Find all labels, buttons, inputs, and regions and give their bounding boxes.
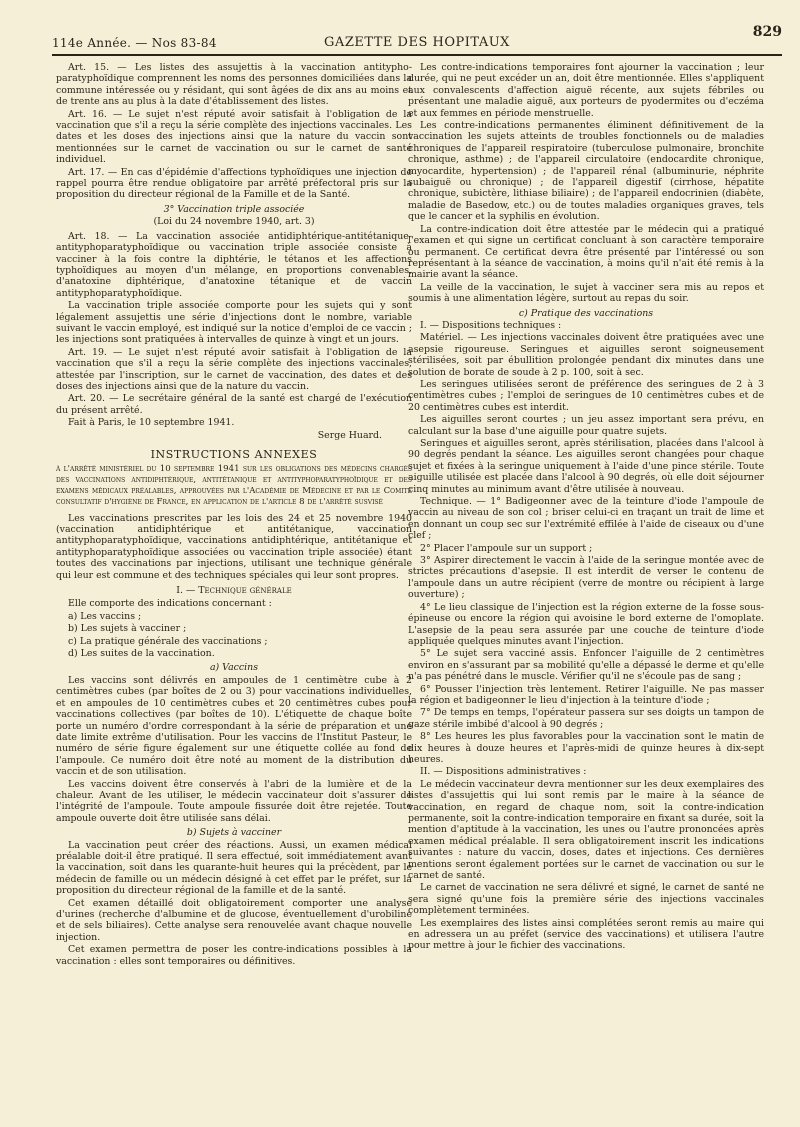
left-column: [56, 62, 412, 1112]
section-heading: I. — Technique générale: [176, 585, 292, 597]
subsection-heading: 3° Vaccination triple associée: [163, 203, 305, 215]
paragraph: 5° Le sujet sera vacciné assis. Enfoncer l'aiguille de 2 centimètres environ en s'assurant par sa mobilité qu'elle a dépassé le derme et qu'elle n'a pas pénétré dans le muscle. Vérifier qu'il ne s'écoule pas de sang ;: [408, 648, 764, 683]
edition-number: 114e Année. — Nos 83-84: [52, 36, 217, 50]
paragraph: Technique. — 1° Badigeonner avec de la teinture d'iode l'ampoule de vaccin au niveau de son col ; briser celui-ci en traçant un trait de lime et en donnant un coup sec sur l'extrémité effilée à l'aide de ciseaux ou d'une clef ;: [408, 496, 764, 542]
paragraph: Les vaccins sont délivrés en ampoules de 1 centimètre cube à 2 centimètres cubes (par boîtes de 2 ou 3) pour vaccinations individuelles, et en ampoules de 10 centimètres cubes et 20 centimètres cubes pour vaccinations collectives (par boîtes de 10). L'étiquette de chaque boîte porte un numéro d'ordre correspondant à la série de préparation et une date limite extrême d'utilisation. Pour les vaccins de l'Institut Pasteur, le numéro de série figure également sur une étiquette collée au fond de l'ampoule. Ce numéro doit être noté au moment de la distribution du vaccin et de son utilisation.: [56, 674, 412, 778]
journal-title: GAZETTE DES HOPITAUX: [324, 35, 510, 50]
paragraph: Les seringues utilisées seront de préférence des seringues de 2 à 3 centimètres cubes ; l'emploi de seringues de 10 centimètres cubes et de 20 centimètres cubes est interdit.: [408, 378, 764, 413]
page-number: 829: [752, 24, 782, 40]
subsection-heading: a) Vaccins: [209, 662, 259, 674]
paragraph: Les contre-indications temporaires font ajourner la vaccination ; leur durée, qui ne peut excéder un an, doit être mentionnée. Elles s'appliquent aux convalescents d'affection aiguë récente, aux sujets fébriles ou présentant une maladie aiguë, aux porteurs de pyodermites ou d'eczéma et aux femmes en période menstruelle.: [408, 62, 764, 119]
paragraph: 6° Pousser l'injection très lentement. Retirer l'aiguille. Ne pas masser la région et badigeonner le lieu d'injection à la teinture d'iode ;: [408, 683, 764, 706]
paragraph: Les exemplaires des listes ainsi complétées seront remis au maire qui en adressera un au préfet (service des vaccinations) et utilisera l'autre pour mettre à jour le fichier des vaccinations.: [408, 917, 764, 952]
paragraph: La veille de la vaccination, le sujet à vacciner sera mis au repos et soumis à une alimentation légère, surtout au repas du soir.: [408, 281, 764, 305]
paragraph: Art. 20. — Le secrétaire général de la santé est chargé de l'exécution du présent arrêté.: [56, 393, 412, 416]
subsection-heading: c) Pratique des vaccinations: [518, 307, 654, 319]
paragraph: Seringues et aiguilles seront, après stérilisation, placées dans l'alcool à 90 degrés pendant la séance. Les aiguilles seront changées pour chaque sujet et fixées à la seringue uniquement à l'aide d'une pince stérile. Toute aiguille utilisée est placée dans l'alcool à 90 degrés, où elle doit séjourner cinq minutes au minimum avant d'être utilisée à nouveau.: [408, 438, 764, 495]
list-item: d) Les suites de la vaccination.: [68, 648, 215, 660]
paragraph: Les vaccins doivent être conservés à l'abri de la lumière et de la chaleur. Avant de les utiliser, le médecin vaccinateur doit s'assurer de l'intégrité de l'ampoule. Toute ampoule fissurée doit être rejetée. Toute ampoule ouverte doit être utilisée sans délai.: [56, 778, 412, 824]
paragraph: 7° De temps en temps, l'opérateur passera sur ses doigts un tampon de gaze stérile imbibé d'alcool à 90 degrés ;: [408, 707, 764, 730]
paragraph: 4° Le lieu classique de l'injection est la région externe de la fosse sous-épineuse ou encore la région qui avoisine le bord externe de l'omoplate. L'asepsie de la peau sera assurée par une couche de teinture d'iode appliquée quelques minutes avant l'injection.: [408, 601, 764, 647]
paragraph: 3° Aspirer directement le vaccin à l'aide de la seringue montée avec de strictes précautions d'asepsie. Il est interdit de verser le contenu de l'ampoule dans un autre récipient (verre de montre ou récipient à large ouverture) ;: [408, 555, 764, 601]
paragraph: Art. 16. — Le sujet n'est réputé avoir satisfait à l'obligation de la vaccination que s'il a reçu la série complète des injections vaccinales. Les dates et les doses des injections ainsi que la nature du vaccin sont mentionnées sur le carnet de vaccination ou sur le carnet de santé individuel.: [56, 108, 412, 166]
paragraph: Matériel. — Les injections vaccinales doivent être pratiquées avec une asepsie rigoureuse. Seringues et aiguilles seront soigneusement stérilisées, soit par ébullition prolongée pendant dix minutes dans une solution de borate de soude à 2 p. 100, soit à sec.: [408, 332, 764, 378]
list-item: a) Les vaccins ;: [68, 610, 142, 622]
paragraph: Les vaccinations prescrites par les lois des 24 et 25 novembre 1940 (vaccination antidiphtérique et antitétanique, vaccination antityphoparatyphoïdique, vaccinations antidiphtérique, antitétanique et antityphoparatyphoïdique associées ou vaccination triple associée) étant toutes des vaccinations par injections, utilisant une technique générale qui leur est commune et des techniques spéciales qui leur sont propres.: [56, 512, 412, 581]
section-title: INSTRUCTIONS ANNEXES: [150, 448, 318, 461]
paragraph: Les aiguilles seront courtes ; un jeu assez important sera prévu, en calculant sur la base d'une aiguille pour quatre sujets.: [408, 414, 764, 437]
paragraph: La contre-indication doit être attestée par le médecin qui a pratiqué l'examen et qui signe un certificat concluant à son caractère temporaire ou permanent. Ce certificat devra être présenté par l'intéressé ou son représentant à la séance de vaccination, à moins qu'il n'ait été remis à la mairie avant la séance.: [408, 223, 764, 281]
paragraph: Cet examen détaillé doit obligatoirement comporter une analyse d'urines (recherche d'albumine et de glucose, éventuellement d'urobiline et de sels biliaires). Cette analyse sera renouvelée avant chaque nouvelle injection.: [56, 897, 412, 943]
list-item: b) Les sujets à vacciner ;: [68, 623, 187, 635]
running-header: [52, 20, 782, 56]
subsection-heading: b) Sujets à vacciner: [186, 827, 282, 839]
paragraph: Fait à Paris, le 10 septembre 1941.: [68, 417, 235, 429]
paragraph: La vaccination peut créer des réactions. Aussi, un examen médical préalable doit-il être pratiqué. Il sera effectué, soit immédiatement avant la vaccination, soit dans les quarante-huit heures qui la précèdent, par le médecin de famille ou un médecin désigné à cet effet par le préfet, sur la proposition du directeur régional de la famille et de la santé.: [56, 839, 412, 897]
list-item: c) La pratique générale des vaccinations ;: [68, 635, 268, 647]
section-caption: à l'arrêté ministériel du 10 septembre 1941 sur les obligations des médecins chargés des vaccinations antidiphtérique, antitétanique et antityphoparatyphoïdique et des examens médicaux préalables, approuvées par l'Académie de Médecine et par le Comité consultatif d'hygiène de France, en application de l'article 8 de l'arrêté susvisé: [56, 464, 412, 507]
signature: Serge Huard.: [317, 429, 382, 441]
paragraph: Cet examen permettra de poser les contre-indications possibles à la vaccination : elles sont temporaires ou définitives.: [56, 944, 412, 967]
paragraph: I. — Dispositions techniques :: [420, 319, 562, 331]
paragraph: Le carnet de vaccination ne sera délivré et signé, le carnet de santé ne sera signé qu'une fois la première série des injections vaccinales complètement terminées.: [408, 882, 764, 917]
paragraph: Les contre-indications permanentes éliminent définitivement de la vaccination les sujets atteints de troubles fonctionnels ou de maladies chroniques de l'appareil respiratoire (tuberculose pulmonaire, bronchite chronique, asthme) ; de l'appareil circulatoire (endocardite chronique, myocardite, hypertension) ; de l'appareil rénal (albuminurie, néphrite subaiguë ou chronique) ; de l'appareil digestif (cirrhose, hépatite chronique, subictère, lithiase biliaire) ; de l'appareil endocrinien (diabète, maladie de Basedow, etc.) ou de toutes maladies organiques graves, tels que le cancer et la syphilis en évolution.: [408, 120, 764, 223]
paragraph: Le médecin vaccinateur devra mentionner sur les deux exemplaires des listes d'assujettis qui lui sont remis par le maire à la séance de vaccination, en regard de chaque nom, soit la contre-indication permanente, soit la contre-indication temporaire en fixant sa durée, soit la mention d'aptitude à la vaccination, les unes ou l'autre prononcées après examen médical préalable. Il sera obligatoirement inscrit les indications suivantes : nature du vaccin, doses, dates et injections. Ces dernières mentions seront également portées sur le carnet de vaccination ou sur le carnet de santé.: [408, 778, 764, 882]
paragraph: 8° Les heures les plus favorables pour la vaccination sont le matin de dix heures à douze heures et l'après-midi de quinze heures à dix-sept heures.: [408, 731, 764, 765]
paragraph: 2° Placer l'ampoule sur un support ;: [420, 542, 593, 554]
subsection-subtitle: (Loi du 24 novembre 1940, art. 3): [153, 216, 315, 228]
paragraph: La vaccination triple associée comporte pour les sujets qui y sont légalement assujettis une série d'injections dont le nombre, variable suivant le vaccin employé, est indiqué sur la notice d'emploi de ce vaccin ; les injections sont pratiquées à intervalles de quinze à vingt et un jours.: [56, 300, 412, 346]
paragraph: Art. 17. — En cas d'épidémie d'affections typhoïdiques une injection de rappel pourra être rendue obligatoire par arrêté préfectoral pris sur la proposition du directeur régional de la Famille et de la Santé.: [56, 166, 412, 201]
paragraph: Elle comporte des indications concernant :: [68, 598, 272, 610]
paragraph: Art. 15. — Les listes des assujettis à la vaccination antitypho-paratyphoïdique comprennent les noms des personnes domiciliées dans la commune intéressée ou y résidant, qui sont âgées de dix ans au moins et de trente ans au plus à la date d'établissement des listes.: [56, 62, 412, 108]
right-column: [408, 62, 764, 1112]
paragraph: Art. 18. — La vaccination associée antidiphtérique-antitétanique-antityphoparatyphoïdique ou vaccination triple associée consiste à vacciner à la fois contre la diphtérie, le tétanos et les affections typhoïdiques au moyen d'un mélange, en proportions convenables, d'anatoxine diphtérique, d'anatoxine tétanique et de vaccin antityphoparatyphoïdique.: [56, 230, 412, 299]
paragraph: Art. 19. — Le sujet n'est réputé avoir satisfait à l'obligation de la vaccination que s'il a reçu la série complète des injections vaccinales, attestée par l'inscription, sur le carnet de vaccination, des dates et des doses des injections ainsi que de la nature du vaccin.: [56, 346, 412, 392]
paragraph: II. — Dispositions administratives :: [420, 766, 587, 778]
